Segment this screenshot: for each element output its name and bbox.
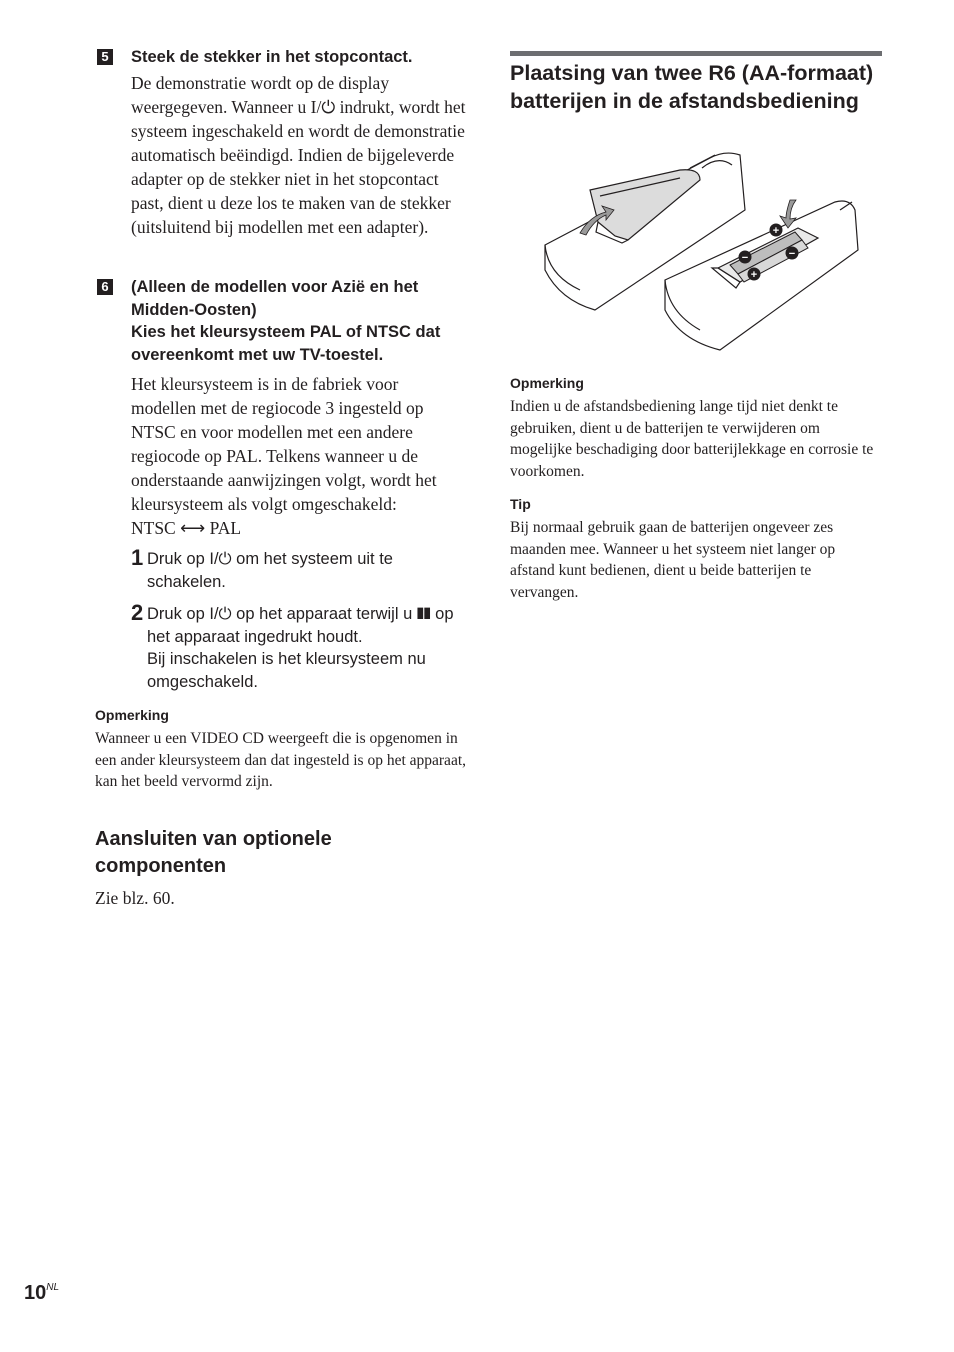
section-text: Zie blz. 60. <box>95 888 175 908</box>
note-heading: Opmerking <box>95 707 169 723</box>
step-heading: Kies het kleursysteem PAL of NTSC dat overeenkomt met uw TV-toestel. <box>131 323 441 364</box>
note-body: Indien u de afstandsbediening lange tijd niet denkt te gebruiken, dient u de batterijen te verwijderen om mogelijke beschadiging door batterijlekkage en corrosie te voorkomen. <box>510 398 874 480</box>
tip-heading: Tip <box>510 496 531 512</box>
minus-icon: − <box>741 252 749 264</box>
battery-insertion-illustration <box>540 140 870 355</box>
title-rule <box>510 51 882 56</box>
step-5 <box>95 46 467 239</box>
substep-1 <box>131 545 467 593</box>
note-heading: Opmerking <box>510 375 584 391</box>
page-number <box>24 1282 59 1305</box>
tip-body: Bij normaal gebruik gaan de batterijen ongeveer zes maanden mee. Wanneer u het systeem niet langer op afstand kunt bedienen, dient u beide batterijen te vervangen. <box>510 519 836 601</box>
plus-icon: + <box>772 225 780 237</box>
tip-batteries <box>510 495 882 603</box>
section-optional-components <box>95 826 467 910</box>
substep-2 <box>131 600 467 693</box>
page-section-title: Plaatsing van twee R6 (AA-formaat) batterijen in de afstandsbediening <box>510 61 874 113</box>
note-body: Wanneer u een VIDEO CD weergeeft die is opgenomen in een ander kleursysteem dan dat ingesteld is op het apparaat, kan het beeld vervormd zijn. <box>95 730 467 790</box>
minus-icon: − <box>788 248 796 260</box>
step-heading-region: (Alleen de modellen voor Azië en het Midden-Oosten) <box>131 278 419 319</box>
step-body: De demonstratie wordt op de display weergegeven. Wanneer u I/⏻ indrukt, wordt het systeem ingeschakeld en wordt de demonstratie automatisch beëindigd. Indien de bijgeleverde adapter op de stekker niet in het stopcontact past, dient u deze los te maken van de stekker (uitsluitend bij modellen met een adapter). <box>131 72 466 237</box>
step-body: Het kleursysteem is in de fabriek voor modellen met de regiocode 3 ingesteld op NTSC en voor modellen met een andere regiocode op PAL. Telkens wanneer u de onderstaande aanwijzingen volgt, wordt het kleursysteem als volgt omgeschakeld: <box>131 374 437 514</box>
section-title: Aansluiten van optionele componenten <box>95 828 332 877</box>
step-number: 5 <box>97 49 113 65</box>
color-system-toggle: NTSC ⟷ PAL <box>131 518 242 538</box>
substep-result: Bij inschakelen is het kleursysteem nu omgeschakeld. <box>147 650 426 691</box>
step-number: 6 <box>97 279 113 295</box>
substep-text: Druk op I/⏻ om het systeem uit te schakelen. <box>147 550 393 591</box>
note-batteries <box>510 374 882 482</box>
substep-text: Druk op I/⏻ op het apparaat terwijl u ❚❚ op het apparaat ingedrukt houdt. <box>147 605 454 646</box>
page-number-value: 10 <box>24 1282 47 1304</box>
step-heading: Steek de stekker in het stopcontact. <box>131 48 413 66</box>
page-language: NL <box>46 1282 60 1293</box>
substep-number: 1 <box>131 545 144 570</box>
note-color-system <box>95 706 467 793</box>
substep-number: 2 <box>131 600 144 625</box>
step-6 <box>95 276 467 693</box>
plus-icon: + <box>750 269 758 281</box>
